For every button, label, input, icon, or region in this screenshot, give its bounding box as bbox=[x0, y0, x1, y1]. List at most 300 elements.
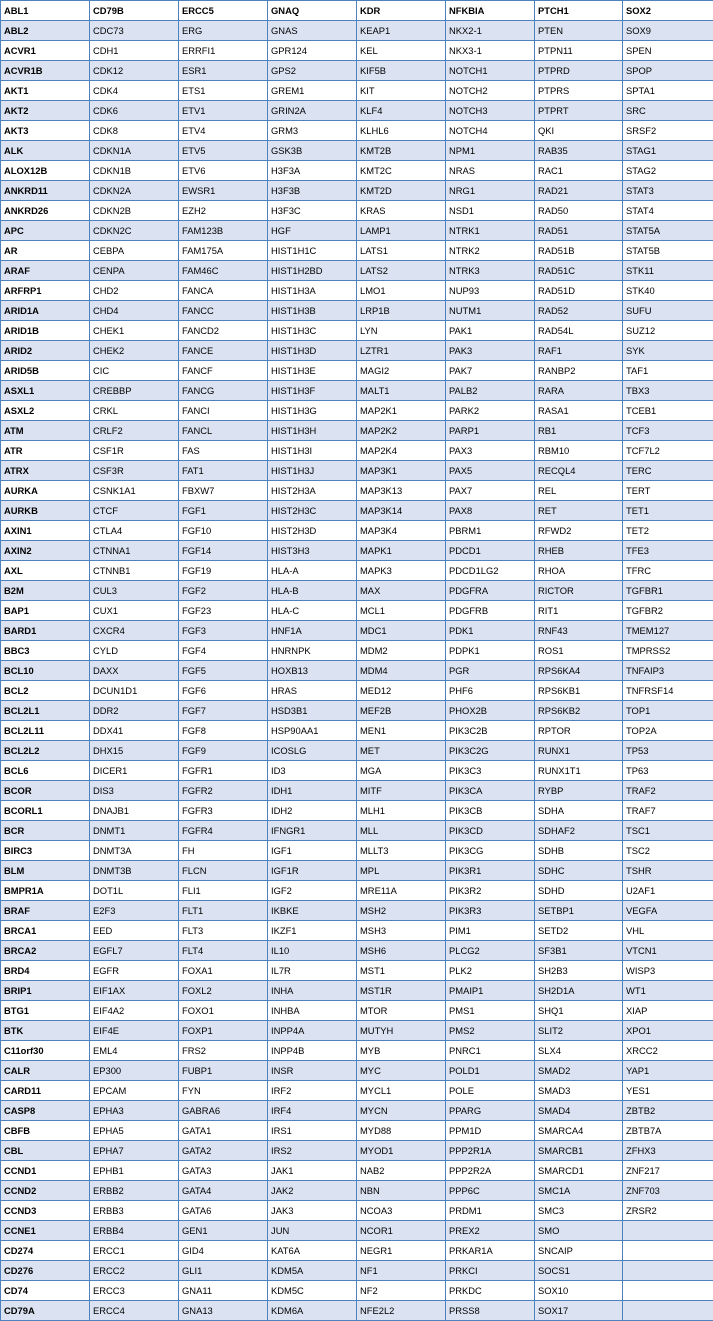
table-cell: SMARCB1 bbox=[535, 1141, 623, 1161]
table-cell: VTCN1 bbox=[623, 941, 713, 961]
table-cell: MYCL1 bbox=[357, 1081, 446, 1101]
table-cell: NRG1 bbox=[446, 181, 535, 201]
table-row bbox=[1, 841, 713, 861]
table-cell: FUBP1 bbox=[179, 1061, 268, 1081]
table-cell: AR bbox=[1, 241, 90, 261]
table-cell: GID4 bbox=[179, 1241, 268, 1261]
table-cell: FGF19 bbox=[179, 561, 268, 581]
table-cell: ANKRD11 bbox=[1, 181, 90, 201]
table-cell: NOTCH1 bbox=[446, 61, 535, 81]
table-cell: SMC3 bbox=[535, 1201, 623, 1221]
table-cell: PAX3 bbox=[446, 441, 535, 461]
table-row bbox=[1, 481, 713, 501]
table-cell: KMT2B bbox=[357, 141, 446, 161]
table-cell: BTG1 bbox=[1, 1001, 90, 1021]
table-row bbox=[1, 101, 713, 121]
table-cell: PLCG2 bbox=[446, 941, 535, 961]
table-cell: TCF7L2 bbox=[623, 441, 713, 461]
table-cell: PAX8 bbox=[446, 501, 535, 521]
table-row bbox=[1, 601, 713, 621]
table-cell: PDGFRA bbox=[446, 581, 535, 601]
table-cell: FAM175A bbox=[179, 241, 268, 261]
table-cell: SOCS1 bbox=[535, 1261, 623, 1281]
table-row bbox=[1, 901, 713, 921]
table-cell: ETV5 bbox=[179, 141, 268, 161]
table-cell: SMAD3 bbox=[535, 1081, 623, 1101]
table-cell: CDKN2B bbox=[90, 201, 179, 221]
table-cell: ERCC2 bbox=[90, 1261, 179, 1281]
table-cell: HIST2H3A bbox=[268, 481, 357, 501]
table-cell: GABRA6 bbox=[179, 1101, 268, 1121]
table-cell: CD274 bbox=[1, 1241, 90, 1261]
table-cell: FGF14 bbox=[179, 541, 268, 561]
table-cell: IDH2 bbox=[268, 801, 357, 821]
table-cell: HIST1H3I bbox=[268, 441, 357, 461]
table-cell: ATRX bbox=[1, 461, 90, 481]
table-cell: RAD21 bbox=[535, 181, 623, 201]
table-cell: NSD1 bbox=[446, 201, 535, 221]
table-cell: CASP8 bbox=[1, 1101, 90, 1121]
table-cell: TOP2A bbox=[623, 721, 713, 741]
table-cell: MRE11A bbox=[357, 881, 446, 901]
table-cell: PDCD1LG2 bbox=[446, 561, 535, 581]
table-cell: RB1 bbox=[535, 421, 623, 441]
table-cell: H3F3A bbox=[268, 161, 357, 181]
table-cell: ZBTB7A bbox=[623, 1121, 713, 1141]
table-cell: CD79A bbox=[1, 1301, 90, 1321]
table-cell: SH2D1A bbox=[535, 981, 623, 1001]
table-cell: NUTM1 bbox=[446, 301, 535, 321]
table-cell: TSC2 bbox=[623, 841, 713, 861]
table-cell: HLA-C bbox=[268, 601, 357, 621]
table-row bbox=[1, 461, 713, 481]
table-cell: JUN bbox=[268, 1221, 357, 1241]
table-cell: ARID2 bbox=[1, 341, 90, 361]
table-cell: MLH1 bbox=[357, 801, 446, 821]
table-cell: AKT2 bbox=[1, 101, 90, 121]
table-cell: SDHD bbox=[535, 881, 623, 901]
table-cell: PTPN11 bbox=[535, 41, 623, 61]
table-cell: MYOD1 bbox=[357, 1141, 446, 1161]
table-row bbox=[1, 921, 713, 941]
table-cell: AXIN2 bbox=[1, 541, 90, 561]
table-cell: CREBBP bbox=[90, 381, 179, 401]
table-cell: ETV6 bbox=[179, 161, 268, 181]
table-cell: ARID1A bbox=[1, 301, 90, 321]
table-cell: GREM1 bbox=[268, 81, 357, 101]
table-cell: PPP6C bbox=[446, 1181, 535, 1201]
table-cell: MAP3K4 bbox=[357, 521, 446, 541]
table-cell: PAK1 bbox=[446, 321, 535, 341]
table-cell: ERBB3 bbox=[90, 1201, 179, 1221]
table-cell: AXL bbox=[1, 561, 90, 581]
table-cell: RAC1 bbox=[535, 161, 623, 181]
table-cell: FGFR2 bbox=[179, 781, 268, 801]
table-cell: DNMT3B bbox=[90, 861, 179, 881]
table-cell: SYK bbox=[623, 341, 713, 361]
table-cell: MAX bbox=[357, 581, 446, 601]
table-cell: RFWD2 bbox=[535, 521, 623, 541]
table-cell: IL7R bbox=[268, 961, 357, 981]
table-cell: KMT2D bbox=[357, 181, 446, 201]
table-cell: RAD51C bbox=[535, 261, 623, 281]
table-cell: WISP3 bbox=[623, 961, 713, 981]
table-cell: PPP2R1A bbox=[446, 1141, 535, 1161]
table-cell: ALK bbox=[1, 141, 90, 161]
table-cell: NKX3-1 bbox=[446, 41, 535, 61]
table-cell: NAB2 bbox=[357, 1161, 446, 1181]
table-cell: SPTA1 bbox=[623, 81, 713, 101]
table-row bbox=[1, 501, 713, 521]
table-cell: MST1R bbox=[357, 981, 446, 1001]
table-cell: HIST2H3D bbox=[268, 521, 357, 541]
table-cell: FANCA bbox=[179, 281, 268, 301]
table-cell: MSH3 bbox=[357, 921, 446, 941]
table-cell: NRAS bbox=[446, 161, 535, 181]
table-cell: TFRC bbox=[623, 561, 713, 581]
table-cell: PTPRD bbox=[535, 61, 623, 81]
table-cell: BCOR bbox=[1, 781, 90, 801]
table-cell: LRP1B bbox=[357, 301, 446, 321]
table-cell: HIST1H3F bbox=[268, 381, 357, 401]
table-cell: KIF5B bbox=[357, 61, 446, 81]
table-row bbox=[1, 681, 713, 701]
table-cell: DDR2 bbox=[90, 701, 179, 721]
table-cell: MSH6 bbox=[357, 941, 446, 961]
table-cell: CDKN1B bbox=[90, 161, 179, 181]
table-cell: PIK3CB bbox=[446, 801, 535, 821]
table-cell: BRD4 bbox=[1, 961, 90, 981]
table-cell: STK11 bbox=[623, 261, 713, 281]
table-cell: DNMT1 bbox=[90, 821, 179, 841]
table-cell: NOTCH4 bbox=[446, 121, 535, 141]
table-cell: SNCAIP bbox=[535, 1241, 623, 1261]
table-cell: GATA3 bbox=[179, 1161, 268, 1181]
column-header: NFKBIA bbox=[446, 1, 535, 21]
table-cell: SOX10 bbox=[535, 1281, 623, 1301]
table-cell: RAD51B bbox=[535, 241, 623, 261]
table-row bbox=[1, 61, 713, 81]
table-cell: RICTOR bbox=[535, 581, 623, 601]
table-cell: FOXL2 bbox=[179, 981, 268, 1001]
table-row bbox=[1, 21, 713, 41]
table-cell: MAP2K1 bbox=[357, 401, 446, 421]
table-cell: RUNX1T1 bbox=[535, 761, 623, 781]
table-row bbox=[1, 281, 713, 301]
table-cell: NFE2L2 bbox=[357, 1301, 446, 1321]
table-cell: PARK2 bbox=[446, 401, 535, 421]
table-cell: HIST2H3C bbox=[268, 501, 357, 521]
table-cell: NKX2-1 bbox=[446, 21, 535, 41]
table-cell: CHEK1 bbox=[90, 321, 179, 341]
table-cell: EIF4A2 bbox=[90, 1001, 179, 1021]
table-cell: QKI bbox=[535, 121, 623, 141]
table-row bbox=[1, 1041, 713, 1061]
column-header: KDR bbox=[357, 1, 446, 21]
table-cell: NTRK2 bbox=[446, 241, 535, 261]
table-cell: TMPRSS2 bbox=[623, 641, 713, 661]
table-cell: MAGI2 bbox=[357, 361, 446, 381]
table-cell: CCND1 bbox=[1, 1161, 90, 1181]
table-cell: MAP3K1 bbox=[357, 461, 446, 481]
table-cell: FAS bbox=[179, 441, 268, 461]
table-cell: SDHAF2 bbox=[535, 821, 623, 841]
table-cell: BTK bbox=[1, 1021, 90, 1041]
table-cell: BIRC3 bbox=[1, 841, 90, 861]
table-cell: MAP3K13 bbox=[357, 481, 446, 501]
table-cell: DDX41 bbox=[90, 721, 179, 741]
column-header: PTCH1 bbox=[535, 1, 623, 21]
table-cell: IRS1 bbox=[268, 1121, 357, 1141]
table-cell: SETBP1 bbox=[535, 901, 623, 921]
table-cell: FGF5 bbox=[179, 661, 268, 681]
table-cell: EP300 bbox=[90, 1061, 179, 1081]
table-cell: MYC bbox=[357, 1061, 446, 1081]
table-cell: PAK7 bbox=[446, 361, 535, 381]
table-cell: FGF10 bbox=[179, 521, 268, 541]
table-row bbox=[1, 1141, 713, 1161]
table-cell: TGFBR2 bbox=[623, 601, 713, 621]
table-cell: NOTCH2 bbox=[446, 81, 535, 101]
table-cell: FOXP1 bbox=[179, 1021, 268, 1041]
table-row bbox=[1, 381, 713, 401]
table-cell: CCND2 bbox=[1, 1181, 90, 1201]
table-cell: SRSF2 bbox=[623, 121, 713, 141]
table-cell: DHX15 bbox=[90, 741, 179, 761]
table-cell: SH2B3 bbox=[535, 961, 623, 981]
table-cell: FH bbox=[179, 841, 268, 861]
table-cell: MPL bbox=[357, 861, 446, 881]
table-cell: FYN bbox=[179, 1081, 268, 1101]
table-cell: STAT5B bbox=[623, 241, 713, 261]
table-cell: SMAD2 bbox=[535, 1061, 623, 1081]
table-cell: E2F3 bbox=[90, 901, 179, 921]
table-cell bbox=[623, 1241, 713, 1261]
table-cell: CSF1R bbox=[90, 441, 179, 461]
table-cell bbox=[623, 1301, 713, 1321]
table-cell: HRAS bbox=[268, 681, 357, 701]
table-cell: ZFHX3 bbox=[623, 1141, 713, 1161]
table-cell: CSNK1A1 bbox=[90, 481, 179, 501]
table-cell: KLHL6 bbox=[357, 121, 446, 141]
table-cell: FANCG bbox=[179, 381, 268, 401]
table-cell: SMARCD1 bbox=[535, 1161, 623, 1181]
table-cell: YES1 bbox=[623, 1081, 713, 1101]
table-cell: MITF bbox=[357, 781, 446, 801]
table-row bbox=[1, 1161, 713, 1181]
table-cell: JAK2 bbox=[268, 1181, 357, 1201]
table-cell: TMEM127 bbox=[623, 621, 713, 641]
table-cell: HGF bbox=[268, 221, 357, 241]
table-cell: SUFU bbox=[623, 301, 713, 321]
table-cell: FANCC bbox=[179, 301, 268, 321]
table-cell: PPP2R2A bbox=[446, 1161, 535, 1181]
table-cell: BRIP1 bbox=[1, 981, 90, 1001]
table-cell: PARP1 bbox=[446, 421, 535, 441]
table-cell: FGF1 bbox=[179, 501, 268, 521]
table-row bbox=[1, 941, 713, 961]
table-cell: RAD51 bbox=[535, 221, 623, 241]
table-cell: RET bbox=[535, 501, 623, 521]
table-cell: GNA13 bbox=[179, 1301, 268, 1321]
table-cell: RYBP bbox=[535, 781, 623, 801]
table-cell: HLA-A bbox=[268, 561, 357, 581]
table-cell: BCL10 bbox=[1, 661, 90, 681]
table-cell: YAP1 bbox=[623, 1061, 713, 1081]
table-row bbox=[1, 201, 713, 221]
table-cell: HIST1H3E bbox=[268, 361, 357, 381]
table-row bbox=[1, 1121, 713, 1141]
table-cell: TNFAIP3 bbox=[623, 661, 713, 681]
table-cell: TP63 bbox=[623, 761, 713, 781]
table-cell: NBN bbox=[357, 1181, 446, 1201]
table-cell: CD276 bbox=[1, 1261, 90, 1281]
table-cell: GATA4 bbox=[179, 1181, 268, 1201]
table-cell: SLX4 bbox=[535, 1041, 623, 1061]
table-row bbox=[1, 241, 713, 261]
table-cell: GATA1 bbox=[179, 1121, 268, 1141]
table-cell: IDH1 bbox=[268, 781, 357, 801]
table-row bbox=[1, 541, 713, 561]
table-cell: VHL bbox=[623, 921, 713, 941]
table-cell: BCR bbox=[1, 821, 90, 841]
table-cell: SMAD4 bbox=[535, 1101, 623, 1121]
table-cell: INPP4A bbox=[268, 1021, 357, 1041]
table-cell: PDCD1 bbox=[446, 541, 535, 561]
table-cell: RPTOR bbox=[535, 721, 623, 741]
table-cell: FGF23 bbox=[179, 601, 268, 621]
table-row bbox=[1, 721, 713, 741]
table-cell: IL10 bbox=[268, 941, 357, 961]
table-cell: MST1 bbox=[357, 961, 446, 981]
table-cell: XRCC2 bbox=[623, 1041, 713, 1061]
table-cell: CTNNB1 bbox=[90, 561, 179, 581]
column-header: SOX2 bbox=[623, 1, 713, 21]
table-cell: DCUN1D1 bbox=[90, 681, 179, 701]
table-cell: ARAF bbox=[1, 261, 90, 281]
table-cell: SOX17 bbox=[535, 1301, 623, 1321]
table-cell: ESR1 bbox=[179, 61, 268, 81]
table-cell: TOP1 bbox=[623, 701, 713, 721]
table-cell: ALOX12B bbox=[1, 161, 90, 181]
table-cell: STK40 bbox=[623, 281, 713, 301]
table-cell: SPEN bbox=[623, 41, 713, 61]
table-cell: GNA11 bbox=[179, 1281, 268, 1301]
table-cell: HIST1H3C bbox=[268, 321, 357, 341]
table-cell: DAXX bbox=[90, 661, 179, 681]
table-cell: CDC73 bbox=[90, 21, 179, 41]
table-cell: NEGR1 bbox=[357, 1241, 446, 1261]
table-row bbox=[1, 1281, 713, 1301]
table-row bbox=[1, 401, 713, 421]
table-cell: CALR bbox=[1, 1061, 90, 1081]
table-cell: RNF43 bbox=[535, 621, 623, 641]
table-row bbox=[1, 221, 713, 241]
table-cell: NF1 bbox=[357, 1261, 446, 1281]
table-row bbox=[1, 81, 713, 101]
table-cell: NF2 bbox=[357, 1281, 446, 1301]
table-cell: XIAP bbox=[623, 1001, 713, 1021]
table-cell: ERG bbox=[179, 21, 268, 41]
table-cell: TFE3 bbox=[623, 541, 713, 561]
table-row bbox=[1, 961, 713, 981]
table-cell: FANCI bbox=[179, 401, 268, 421]
table-cell: AKT3 bbox=[1, 121, 90, 141]
table-cell: MTOR bbox=[357, 1001, 446, 1021]
table-cell: SETD2 bbox=[535, 921, 623, 941]
table-cell: ACVR1 bbox=[1, 41, 90, 61]
table-row bbox=[1, 361, 713, 381]
table-cell: SMC1A bbox=[535, 1181, 623, 1201]
table-cell: RAB35 bbox=[535, 141, 623, 161]
table-cell: BCL2L1 bbox=[1, 701, 90, 721]
table-cell: PDPK1 bbox=[446, 641, 535, 661]
table-cell: MGA bbox=[357, 761, 446, 781]
table-cell: CCND3 bbox=[1, 1201, 90, 1221]
table-cell: RAF1 bbox=[535, 341, 623, 361]
table-row bbox=[1, 1061, 713, 1081]
table-cell: SMO bbox=[535, 1221, 623, 1241]
table-cell: NOTCH3 bbox=[446, 101, 535, 121]
table-cell: CDK12 bbox=[90, 61, 179, 81]
table-cell: PNRC1 bbox=[446, 1041, 535, 1061]
table-cell: KDM5C bbox=[268, 1281, 357, 1301]
table-cell: AXIN1 bbox=[1, 521, 90, 541]
table-cell: ERBB2 bbox=[90, 1181, 179, 1201]
table-row bbox=[1, 1181, 713, 1201]
table-cell: AKT1 bbox=[1, 81, 90, 101]
table-cell: DOT1L bbox=[90, 881, 179, 901]
table-cell: CENPA bbox=[90, 261, 179, 281]
table-cell: LYN bbox=[357, 321, 446, 341]
table-cell: IKBKE bbox=[268, 901, 357, 921]
table-cell: PBRM1 bbox=[446, 521, 535, 541]
table-cell: EGFL7 bbox=[90, 941, 179, 961]
table-cell: PHF6 bbox=[446, 681, 535, 701]
table-cell: TBX3 bbox=[623, 381, 713, 401]
table-cell: DICER1 bbox=[90, 761, 179, 781]
table-cell: NTRK1 bbox=[446, 221, 535, 241]
table-cell: INSR bbox=[268, 1061, 357, 1081]
table-cell: IFNGR1 bbox=[268, 821, 357, 841]
table-row bbox=[1, 161, 713, 181]
table-cell: FGF8 bbox=[179, 721, 268, 741]
table-cell: RAD50 bbox=[535, 201, 623, 221]
table-cell: TNFRSF14 bbox=[623, 681, 713, 701]
table-cell: FGF7 bbox=[179, 701, 268, 721]
table-cell: ANKRD26 bbox=[1, 201, 90, 221]
table-cell: REL bbox=[535, 481, 623, 501]
table-cell: MAP2K2 bbox=[357, 421, 446, 441]
table-cell: FANCE bbox=[179, 341, 268, 361]
table-cell: HNF1A bbox=[268, 621, 357, 641]
table-cell: ICOSLG bbox=[268, 741, 357, 761]
table-cell: PDK1 bbox=[446, 621, 535, 641]
table-cell: TERT bbox=[623, 481, 713, 501]
table-cell: RAD54L bbox=[535, 321, 623, 341]
table-row bbox=[1, 581, 713, 601]
table-cell: MYD88 bbox=[357, 1121, 446, 1141]
table-cell: IGF2 bbox=[268, 881, 357, 901]
table-cell: FLCN bbox=[179, 861, 268, 881]
table-cell: STAG2 bbox=[623, 161, 713, 181]
table-cell: JAK1 bbox=[268, 1161, 357, 1181]
table-cell: ERCC4 bbox=[90, 1301, 179, 1321]
table-cell: CUL3 bbox=[90, 581, 179, 601]
table-cell: CBL bbox=[1, 1141, 90, 1161]
table-cell: ZBTB2 bbox=[623, 1101, 713, 1121]
table-cell: MED12 bbox=[357, 681, 446, 701]
